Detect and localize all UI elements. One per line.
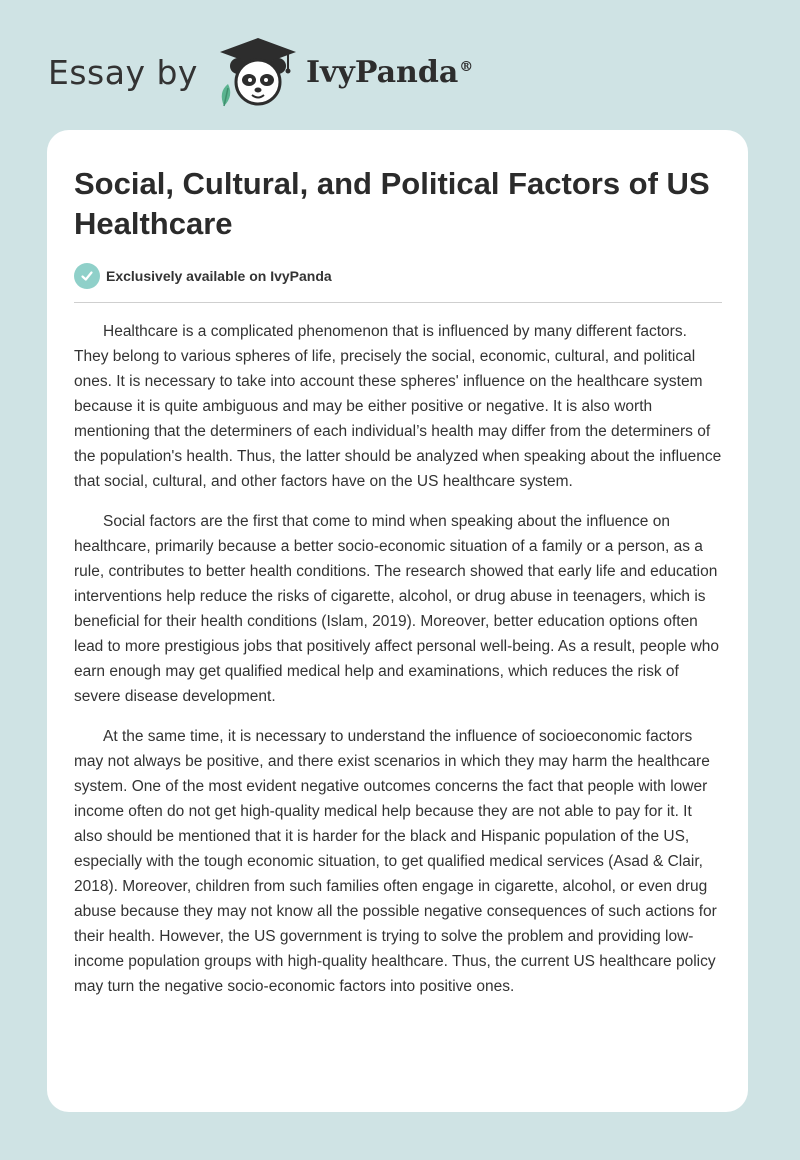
divider	[74, 302, 722, 303]
essay-card	[47, 130, 748, 1112]
site-brand[interactable]	[48, 36, 473, 108]
brand-name: IvyPanda®	[305, 54, 474, 90]
exclusive-badge	[74, 263, 332, 289]
essay-title: Social, Cultural, and Political Factors of US Healthcare	[74, 166, 710, 241]
essay-paragraph: At the same time, it is necessary to understand the influence of socioeconomic factors may not always be positive, and there exist scenarios in which they may harm the healthcare system. One of the most evident negative outcomes concerns the fact that people with lower income often do not get high-quality medical help because they are not able to pay for it. It also should be mentioned that it is harder for the black and Hispanic population of the US, especially with the tough economic situation, to get qualified medical services (Asad & Clair, 2018). Moreover, children from such families often engage in cigarette, alcohol, or even drug abuse because they may not know all the possible negative consequences of such actions for their health. However, the US government is trying to solve the problem and providing low-income population groups with high-quality healthcare. Thus, the current US healthcare policy may turn the negative socio-economic factors into positive ones.	[74, 728, 717, 995]
essay-body	[74, 319, 724, 1014]
check-circle-icon	[74, 263, 100, 289]
panda-logo-icon	[214, 36, 302, 108]
essay-paragraph: Social factors are the first that come to mind when speaking about the influence on healthcare, primarily because a better socio-economic situation of a family or a person, as a rule, contributes to better health conditions. The research showed that early life and education interventions help reduce the risks of cigarette, alcohol, or drug abuse in teenagers, which is beneficial for their health conditions (Islam, 2019). Moreover, better education options often lead to more prestigious jobs that positively affect personal well-being. As a result, people who earn enough may get qualified medical help and examinations, which reduces the risk of severe disease development.	[74, 513, 720, 705]
exclusive-badge-label: Exclusively available on IvyPanda	[106, 268, 332, 284]
brand-prefix: Essay by	[48, 52, 198, 92]
essay-paragraph: Healthcare is a complicated phenomenon that is influenced by many different factors. They belong to various spheres of life, precisely the social, economic, cultural, and political ones. It is necessary to take into account these spheres' influence on the healthcare system because it is quite ambiguous and may be either positive or negative. It is also worth mentioning that the determiners of each individual’s health may differ from the determiners of the population's health. Thus, the latter should be analyzed when speaking about the influence that social, cultural, and other factors have on the US healthcare system.	[74, 323, 722, 490]
